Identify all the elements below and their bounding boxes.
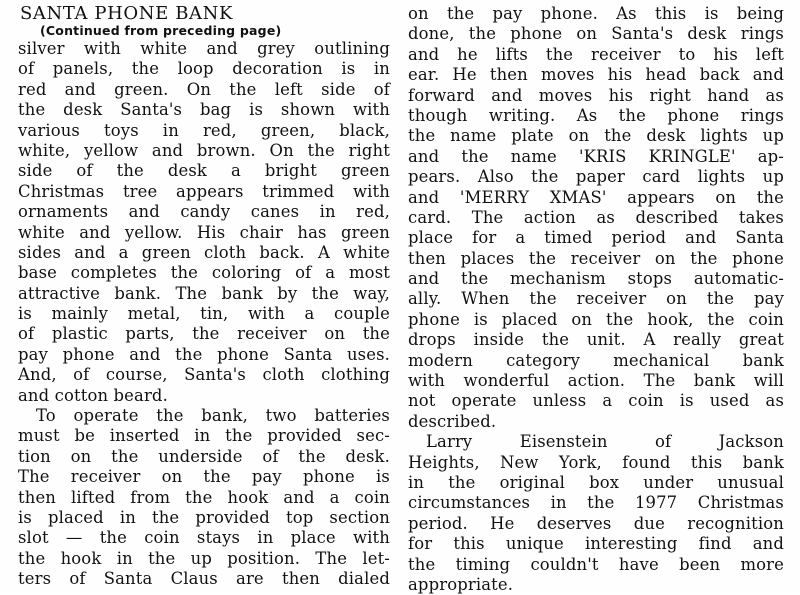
text-line: is mainly metal, tin, with a couple bbox=[18, 304, 390, 324]
text-line: silver with white and grey outlining bbox=[18, 39, 390, 58]
text-line: attractive bank. The bank by the way, bbox=[18, 283, 390, 303]
text-line: the hook in the up position. The let- bbox=[18, 548, 390, 568]
text-line: not operate unless a coin is used as bbox=[408, 391, 784, 411]
text-line: ornaments and candy canes in red, bbox=[18, 202, 390, 222]
text-line: modern category mechanical bank bbox=[408, 350, 784, 370]
text-line: for this unique interesting find and bbox=[408, 534, 784, 554]
text-line: Christmas tree appears trimmed with bbox=[18, 181, 390, 201]
text-line: place for a timed period and Santa bbox=[408, 228, 784, 248]
text-line: ally. When the receiver on the pay bbox=[408, 289, 784, 309]
text-line: then lifted from the hook and a coin bbox=[18, 487, 390, 507]
left-column bbox=[18, 4, 390, 590]
text-line: the desk Santa's bag is shown with bbox=[18, 100, 390, 120]
text-line: circumstances in the 1977 Christmas bbox=[408, 493, 784, 513]
text-line: white and yellow. His chair has green bbox=[18, 222, 390, 242]
text-line: with wonderful action. The bank will bbox=[408, 371, 784, 391]
text-line: white, yellow and brown. On the right bbox=[18, 140, 390, 160]
text-line: though writing. As the phone rings bbox=[408, 105, 784, 125]
text-line: and cotton beard. bbox=[18, 385, 168, 405]
text-line: To operate the bank, two batteries bbox=[36, 406, 390, 426]
text-line: and he lifts the receiver to his left bbox=[408, 44, 784, 64]
continued-note: (Continued from preceding page) bbox=[40, 23, 282, 38]
text-line: forward and moves his right hand as bbox=[408, 85, 784, 105]
text-line: And, of course, Santa's cloth clothing bbox=[18, 365, 390, 385]
text-line: side of the desk a bright green bbox=[18, 161, 390, 181]
left-column-text bbox=[18, 39, 390, 590]
text-line: card. The action as described takes bbox=[408, 207, 784, 227]
text-line: ear. He then moves his head back and bbox=[408, 65, 784, 85]
text-line: red and green. On the left side of bbox=[18, 79, 390, 99]
text-line: drops inside the unit. A really great bbox=[408, 330, 784, 350]
text-line: and 'MERRY XMAS' appears on the bbox=[408, 187, 784, 207]
text-line: of plastic parts, the receiver on the bbox=[18, 324, 390, 344]
text-line: on the pay phone. As this is being bbox=[408, 4, 784, 23]
text-line: must be inserted in the provided sec- bbox=[18, 426, 390, 446]
text-line: ters of Santa Claus are then dialed bbox=[18, 569, 390, 589]
text-line: Heights, New York, found this bank bbox=[408, 452, 784, 472]
text-line: appropriate. bbox=[408, 574, 514, 594]
right-column bbox=[408, 4, 784, 595]
text-line: pay phone and the phone Santa uses. bbox=[18, 344, 390, 364]
article-headline: SANTA PHONE BANK bbox=[20, 3, 234, 24]
text-line: pears. Also the paper card lights up bbox=[408, 167, 784, 187]
text-line: of panels, the loop decoration is in bbox=[18, 59, 390, 79]
text-line: described. bbox=[408, 411, 497, 431]
text-line: done, the phone on Santa's desk rings bbox=[408, 24, 784, 44]
text-line: period. He deserves due recognition bbox=[408, 513, 784, 533]
text-line: slot — the coin stays in place with bbox=[18, 528, 390, 548]
text-line: The receiver on the pay phone is bbox=[18, 467, 390, 487]
text-line: tion on the underside of the desk. bbox=[18, 446, 390, 466]
text-line: sides and a green cloth back. A white bbox=[18, 242, 390, 262]
text-line: Larry Eisenstein of Jackson bbox=[426, 432, 784, 452]
text-line: and the name 'KRIS KRINGLE' ap- bbox=[408, 146, 784, 166]
text-line: the name plate on the desk lights up bbox=[408, 126, 784, 146]
text-line: phone is placed on the hook, the coin bbox=[408, 309, 784, 329]
text-line: then places the receiver on the phone bbox=[408, 248, 784, 268]
text-line: is placed in the provided top section bbox=[18, 507, 390, 527]
text-line: base completes the coloring of a most bbox=[18, 263, 390, 283]
text-line: various toys in red, green, black, bbox=[18, 120, 390, 140]
text-line: the timing couldn't have been more bbox=[408, 554, 784, 574]
text-line: and the mechanism stops automatic- bbox=[408, 269, 784, 289]
text-line: in the original box under unusual bbox=[408, 472, 784, 492]
